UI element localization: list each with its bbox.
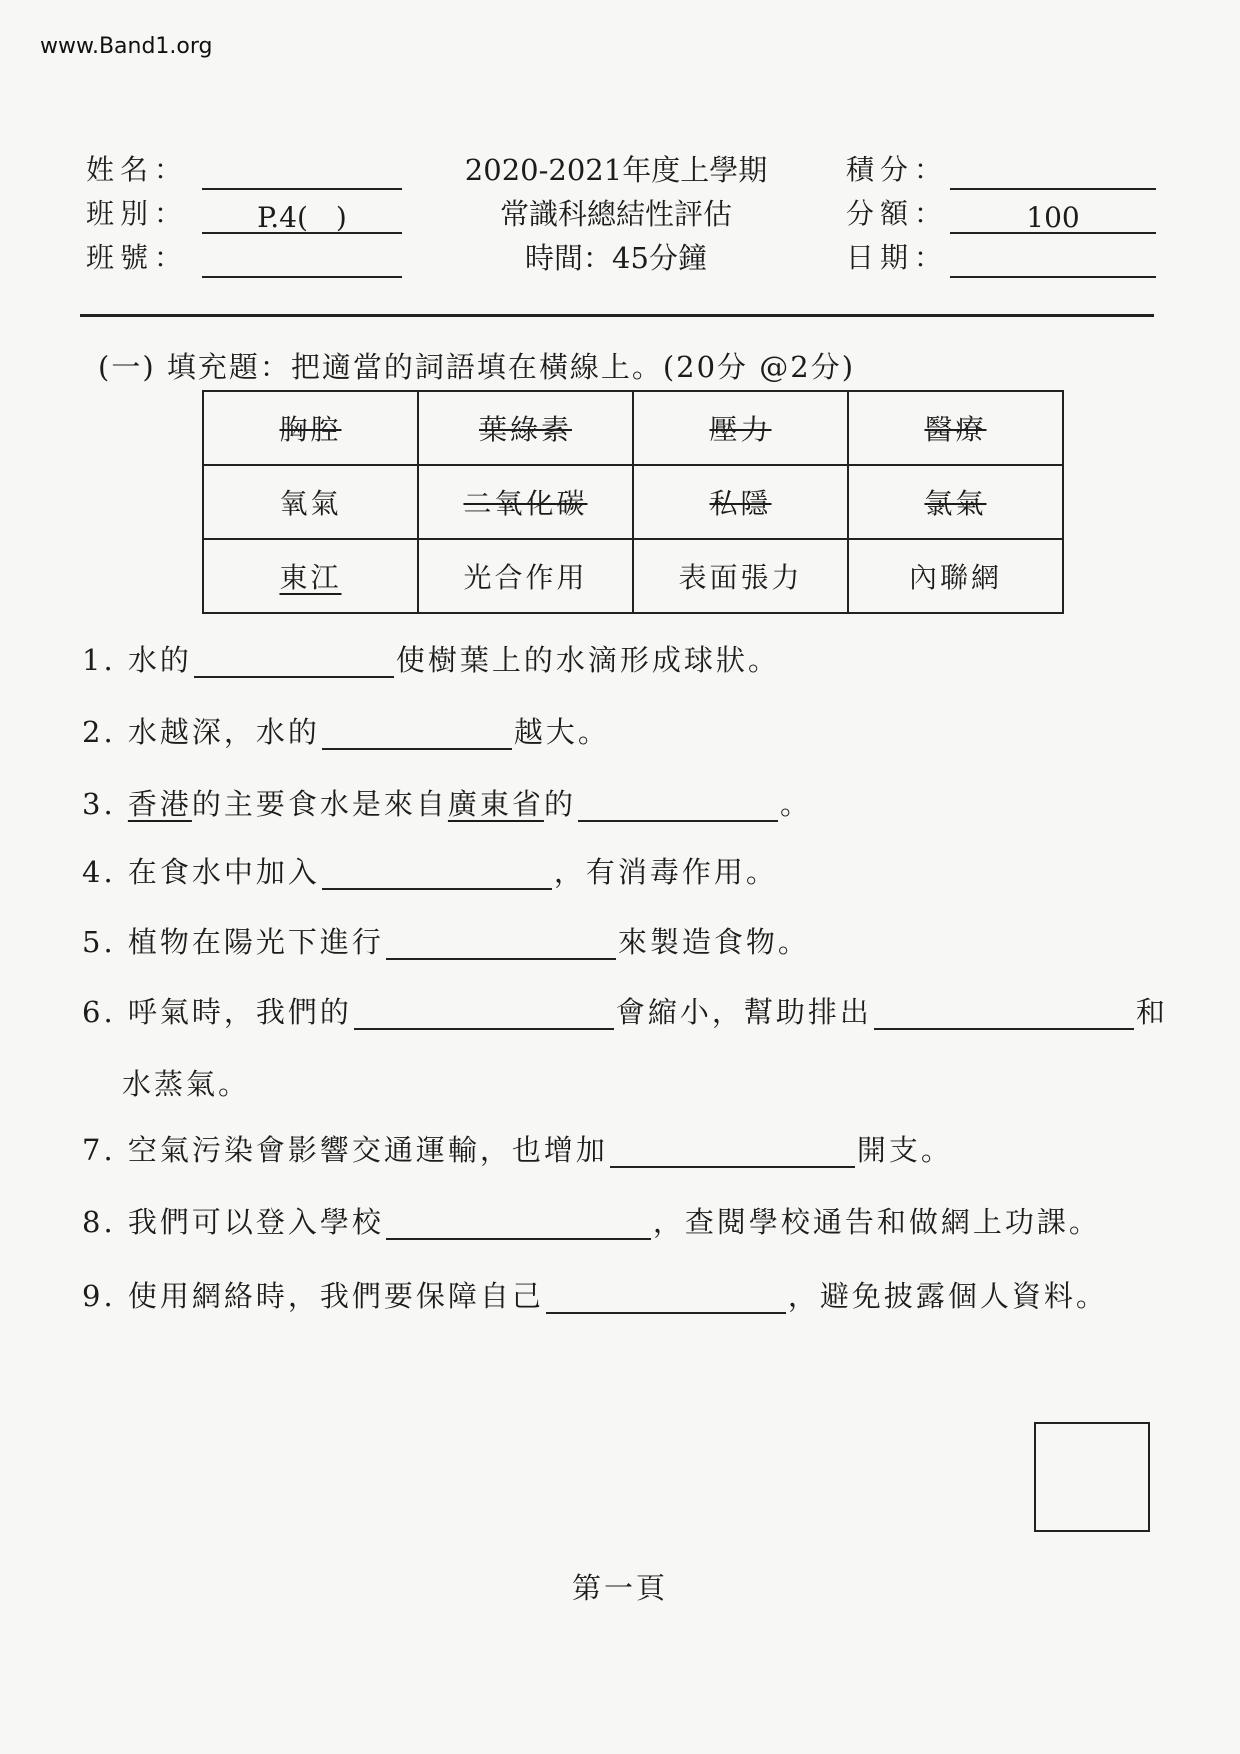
student-info <box>86 148 406 280</box>
question-7: 7. 空氣污染會影響交通運輸，也增加 開支。 <box>82 1133 953 1167</box>
year-term: 2020-2021年度上學期 <box>464 153 768 187</box>
word-bank-row <box>203 539 1063 613</box>
site-watermark: www.Band1.org <box>40 34 213 59</box>
exam-title-block <box>436 148 796 280</box>
word-cell: 氯氣 <box>848 465 1063 539</box>
answer-blank-4[interactable] <box>322 858 552 890</box>
class-label: 班別： <box>86 197 189 230</box>
answer-blank-8[interactable] <box>386 1208 651 1240</box>
word-cell: 光合作用 <box>418 539 633 613</box>
word-cell: 醫療 <box>848 391 1063 465</box>
class-number-label: 班號： <box>86 241 189 274</box>
score-info <box>846 148 1156 280</box>
question-4: 4. 在食水中加入 ，有消毒作用。 <box>82 855 778 889</box>
date-label: 日期： <box>846 241 949 274</box>
question-6-continued: 水蒸氣。 <box>122 1067 251 1101</box>
word-cell: 壓力 <box>633 391 848 465</box>
word-bank-table <box>202 390 1064 614</box>
full-marks-label: 分額： <box>846 197 949 230</box>
question-3: 3. 香港的主要食水是來自廣東省的 。 <box>82 787 812 821</box>
exam-header <box>86 148 1156 288</box>
full-marks-value: 100 <box>950 198 1156 234</box>
word-cell: 胸腔 <box>203 391 418 465</box>
answer-blank-1[interactable] <box>194 646 394 678</box>
word-bank-row <box>203 391 1063 465</box>
time-allowed: 時間：45分鐘 <box>525 241 707 275</box>
answer-blank-5[interactable] <box>386 928 616 960</box>
word-cell: 東江 <box>203 539 418 613</box>
class-field[interactable]: P.4( ) <box>202 198 402 234</box>
question-8: 8. 我們可以登入學校 ，查閱學校通告和做網上功課。 <box>82 1205 1101 1239</box>
section-score-box[interactable] <box>1034 1422 1150 1532</box>
subject-title: 常識科總結性評估 <box>499 197 732 231</box>
answer-blank-2[interactable] <box>322 718 512 750</box>
word-cell: 表面張力 <box>633 539 848 613</box>
name-field[interactable] <box>202 154 402 190</box>
class-number-field[interactable] <box>202 242 402 278</box>
score-label: 積分： <box>846 153 949 186</box>
answer-blank-6b[interactable] <box>874 998 1134 1030</box>
word-cell: 內聯網 <box>848 539 1063 613</box>
question-5: 5. 植物在陽光下進行 來製造食物。 <box>82 925 810 959</box>
answer-blank-3[interactable] <box>578 790 778 822</box>
question-1: 1. 水的 使樹葉上的水滴形成球狀。 <box>82 643 780 677</box>
word-cell: 私隱 <box>633 465 848 539</box>
section-title: (一) 填充題：把適當的詞語填在橫線上。(20分 @2分) <box>98 350 856 384</box>
header-divider <box>80 314 1154 317</box>
word-cell: 二氧化碳 <box>418 465 633 539</box>
answer-blank-9[interactable] <box>546 1282 786 1314</box>
answer-blank-6a[interactable] <box>354 998 614 1030</box>
word-cell: 氧氣 <box>203 465 418 539</box>
date-field[interactable] <box>950 242 1156 278</box>
question-9: 9. 使用網絡時，我們要保障自己 ，避免披露個人資料。 <box>82 1279 1108 1313</box>
word-cell: 葉綠素 <box>418 391 633 465</box>
word-bank-row <box>203 465 1063 539</box>
name-label: 姓名： <box>86 153 189 186</box>
answer-blank-7[interactable] <box>610 1136 855 1168</box>
page-number: 第一頁 <box>571 1571 668 1605</box>
question-2: 2. 水越深，水的 越大。 <box>82 715 610 749</box>
score-field[interactable] <box>950 154 1156 190</box>
question-6: 6. 呼氣時，我們的 會縮小，幫助排出 和 <box>82 995 1168 1029</box>
